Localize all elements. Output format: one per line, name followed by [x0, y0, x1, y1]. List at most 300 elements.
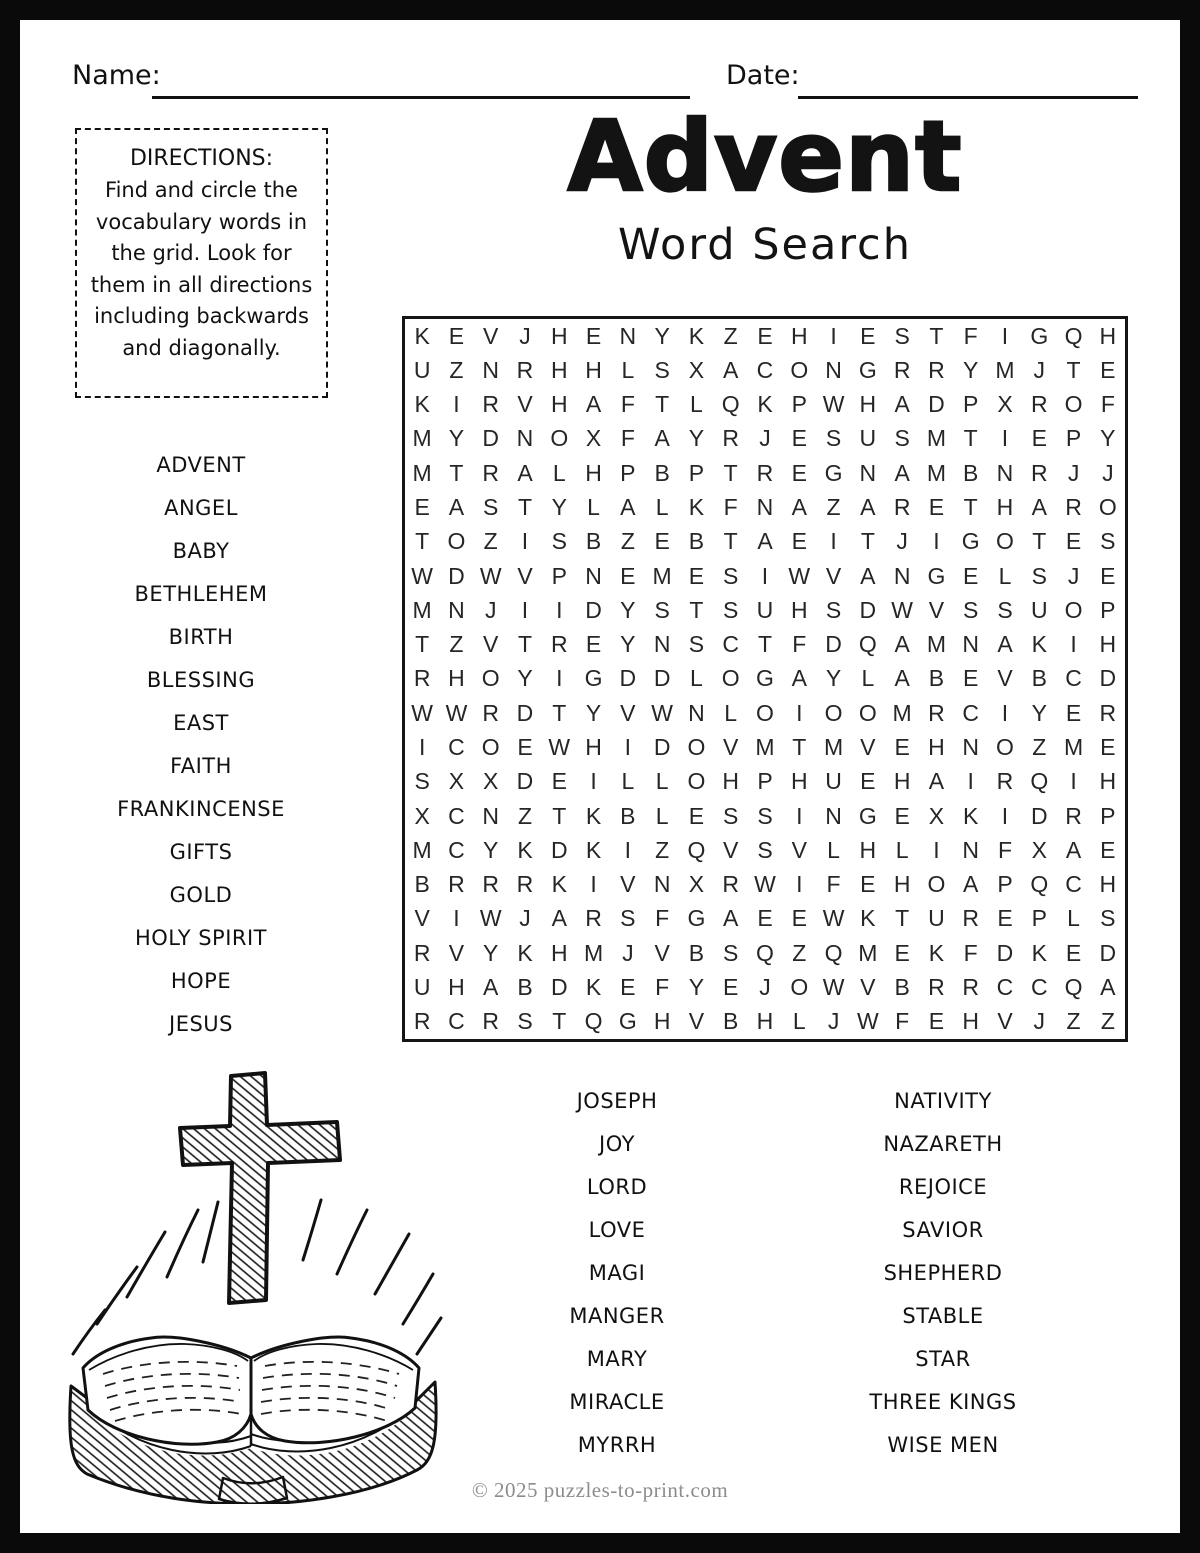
grid-cell[interactable]: S — [551, 528, 567, 555]
grid-cell[interactable]: P — [551, 562, 567, 589]
grid-cell[interactable]: K — [928, 939, 945, 966]
grid-cell[interactable]: Q — [824, 939, 843, 966]
grid-cell[interactable]: S — [757, 836, 773, 863]
grid-cell[interactable]: X — [688, 871, 705, 898]
grid-cell[interactable]: L — [792, 1008, 806, 1035]
grid-cell[interactable]: T — [552, 699, 567, 726]
grid-cell[interactable]: A — [894, 665, 910, 692]
grid-cell[interactable]: O — [1064, 596, 1083, 623]
grid-cell[interactable]: A — [448, 494, 465, 521]
grid-cell[interactable]: I — [418, 734, 426, 761]
grid-cell[interactable]: S — [1100, 905, 1116, 932]
grid-cell[interactable]: E — [517, 734, 533, 761]
grid-cell[interactable]: B — [688, 528, 705, 555]
grid-cell[interactable]: K — [1031, 631, 1047, 658]
grid-cell[interactable]: R — [962, 905, 980, 932]
grid-cell[interactable]: R — [482, 699, 500, 726]
grid-cell[interactable]: H — [722, 768, 740, 795]
grid-cell[interactable]: C — [722, 631, 740, 658]
grid-cell[interactable]: Y — [483, 836, 499, 863]
grid-cell[interactable]: S — [825, 596, 842, 623]
grid-cell[interactable]: A — [585, 391, 602, 418]
grid-cell[interactable]: N — [825, 356, 842, 383]
grid-cell[interactable]: D — [825, 631, 842, 658]
grid-cell[interactable]: T — [963, 425, 978, 452]
grid-cell[interactable]: I — [521, 528, 529, 555]
grid-cell[interactable]: X — [483, 768, 499, 795]
grid-cell[interactable]: Q — [1064, 322, 1083, 349]
grid-cell[interactable]: W — [651, 699, 673, 726]
grid-cell[interactable]: I — [1001, 322, 1009, 349]
grid-cell[interactable]: O — [1098, 494, 1117, 521]
grid-cell[interactable]: E — [1031, 425, 1047, 452]
grid-cell[interactable]: D — [859, 596, 877, 623]
grid-cell[interactable]: I — [624, 734, 632, 761]
grid-cell[interactable]: T — [517, 631, 533, 658]
grid-cell[interactable]: N — [653, 871, 671, 898]
grid-cell[interactable]: P — [757, 768, 773, 795]
grid-cell[interactable]: M — [412, 425, 432, 452]
grid-cell[interactable]: R — [756, 459, 774, 486]
grid-cell[interactable]: M — [652, 562, 672, 589]
grid-cell[interactable]: E — [551, 768, 567, 795]
grid-cell[interactable]: V — [620, 871, 636, 898]
grid-cell[interactable]: K — [757, 391, 773, 418]
grid-cell[interactable]: R — [893, 356, 911, 383]
grid-cell[interactable]: P — [1031, 905, 1047, 932]
grid-cell[interactable]: T — [517, 494, 533, 521]
grid-cell[interactable]: H — [859, 836, 877, 863]
grid-cell[interactable]: E — [688, 802, 705, 829]
grid-cell[interactable]: I — [521, 596, 529, 623]
grid-cell[interactable]: R — [482, 459, 500, 486]
grid-cell[interactable]: U — [413, 974, 431, 1001]
grid-cell[interactable]: E — [1065, 939, 1082, 966]
grid-cell[interactable]: J — [1033, 1008, 1046, 1035]
name-blank-line[interactable] — [152, 68, 690, 99]
grid-cell[interactable]: Y — [1100, 425, 1116, 452]
grid-cell[interactable]: F — [655, 905, 670, 932]
grid-cell[interactable]: E — [654, 528, 670, 555]
grid-cell[interactable]: N — [516, 425, 534, 452]
grid-cell[interactable]: I — [590, 871, 597, 898]
grid-cell[interactable]: E — [791, 905, 807, 932]
grid-cell[interactable]: W — [891, 596, 913, 623]
grid-cell[interactable]: I — [761, 562, 769, 589]
grid-cell[interactable]: G — [1030, 322, 1049, 349]
grid-cell[interactable]: I — [796, 871, 803, 898]
grid-cell[interactable]: R — [1099, 699, 1117, 726]
grid-cell[interactable]: N — [482, 356, 500, 383]
grid-cell[interactable]: O — [481, 665, 500, 692]
grid-cell[interactable]: R — [893, 494, 911, 521]
grid-cell[interactable]: P — [997, 871, 1013, 898]
grid-cell[interactable]: E — [1100, 562, 1116, 589]
grid-cell[interactable]: V — [483, 631, 499, 658]
grid-cell[interactable]: A — [1031, 494, 1047, 521]
grid-cell[interactable]: E — [1100, 836, 1116, 863]
grid-cell[interactable]: H — [1099, 768, 1117, 795]
grid-cell[interactable]: M — [1063, 734, 1084, 761]
grid-cell[interactable]: I — [556, 665, 563, 692]
grid-cell[interactable]: Y — [963, 356, 979, 383]
grid-cell[interactable]: K — [414, 391, 430, 418]
grid-cell[interactable]: X — [928, 802, 945, 829]
grid-cell[interactable]: Y — [483, 939, 499, 966]
grid-cell[interactable]: W — [445, 699, 468, 726]
grid-cell[interactable]: M — [995, 356, 1015, 383]
grid-cell[interactable]: N — [756, 494, 774, 521]
grid-cell[interactable]: Q — [584, 1008, 603, 1035]
grid-cell[interactable]: J — [519, 905, 531, 932]
grid-cell[interactable]: K — [688, 494, 705, 521]
grid-cell[interactable]: D — [448, 562, 465, 589]
grid-cell[interactable]: H — [893, 768, 911, 795]
grid-cell[interactable]: U — [413, 356, 431, 383]
grid-cell[interactable]: U — [825, 768, 842, 795]
grid-cell[interactable]: A — [1065, 836, 1082, 863]
grid-cell[interactable]: E — [928, 1008, 945, 1035]
grid-cell[interactable]: Q — [1030, 871, 1049, 898]
grid-cell[interactable]: Y — [688, 974, 705, 1001]
grid-cell[interactable]: E — [997, 905, 1013, 932]
grid-cell[interactable]: E — [620, 974, 636, 1001]
grid-cell[interactable]: L — [690, 665, 703, 692]
grid-cell[interactable]: O — [996, 528, 1014, 555]
grid-cell[interactable]: H — [1099, 631, 1117, 658]
grid-cell[interactable]: U — [928, 905, 945, 932]
grid-cell[interactable]: V — [825, 562, 842, 589]
grid-cell[interactable]: F — [723, 494, 738, 521]
grid-cell[interactable]: F — [792, 631, 807, 658]
grid-cell[interactable]: L — [1067, 905, 1080, 932]
grid-cell[interactable]: L — [895, 836, 909, 863]
grid-cell[interactable]: R — [482, 871, 500, 898]
grid-cell[interactable]: A — [894, 459, 910, 486]
grid-cell[interactable]: A — [860, 494, 876, 521]
grid-cell[interactable]: G — [858, 356, 877, 383]
grid-cell[interactable]: W — [788, 562, 811, 589]
grid-cell[interactable]: E — [585, 322, 602, 349]
grid-cell[interactable]: E — [963, 665, 979, 692]
grid-cell[interactable]: Q — [687, 836, 706, 863]
grid-cell[interactable]: Y — [551, 494, 567, 521]
grid-cell[interactable]: H — [550, 356, 568, 383]
grid-cell[interactable]: I — [1001, 699, 1009, 726]
grid-cell[interactable]: E — [928, 494, 945, 521]
grid-cell[interactable]: Y — [448, 425, 465, 452]
grid-cell[interactable]: Z — [483, 528, 498, 555]
grid-cell[interactable]: B — [894, 974, 910, 1001]
grid-cell[interactable]: D — [619, 665, 637, 692]
grid-cell[interactable]: E — [1065, 699, 1082, 726]
grid-cell[interactable]: S — [825, 425, 842, 452]
grid-cell[interactable]: R — [482, 1008, 500, 1035]
grid-cell[interactable]: V — [448, 939, 465, 966]
grid-cell[interactable]: P — [791, 391, 807, 418]
grid-cell[interactable]: B — [585, 528, 602, 555]
grid-cell[interactable]: M — [858, 939, 878, 966]
grid-cell[interactable]: F — [620, 425, 635, 452]
grid-cell[interactable]: R — [1065, 802, 1082, 829]
grid-cell[interactable]: Z — [1066, 1008, 1081, 1035]
grid-cell[interactable]: T — [449, 459, 464, 486]
grid-cell[interactable]: W — [411, 699, 433, 726]
grid-cell[interactable]: W — [856, 1008, 879, 1035]
grid-cell[interactable]: F — [655, 974, 670, 1001]
grid-cell[interactable]: T — [929, 322, 944, 349]
grid-cell[interactable]: T — [895, 905, 910, 932]
grid-cell[interactable]: N — [448, 596, 465, 623]
grid-cell[interactable]: L — [655, 494, 669, 521]
grid-cell[interactable]: F — [997, 836, 1013, 863]
grid-cell[interactable]: I — [796, 699, 803, 726]
grid-cell[interactable]: O — [858, 699, 877, 726]
grid-cell[interactable]: K — [414, 322, 430, 349]
grid-cell[interactable]: J — [1067, 459, 1080, 486]
grid-cell[interactable]: C — [1065, 665, 1082, 692]
grid-cell[interactable]: I — [556, 596, 563, 623]
grid-cell[interactable]: D — [1099, 665, 1117, 692]
grid-cell[interactable]: C — [448, 802, 465, 829]
grid-cell[interactable]: Z — [449, 356, 464, 383]
grid-cell[interactable]: N — [688, 699, 705, 726]
grid-cell[interactable]: R — [996, 768, 1014, 795]
grid-cell[interactable]: B — [517, 974, 533, 1001]
grid-cell[interactable]: I — [1070, 631, 1077, 658]
grid-cell[interactable]: D — [928, 391, 945, 418]
grid-cell[interactable]: M — [926, 631, 946, 658]
grid-cell[interactable]: V — [860, 734, 876, 761]
grid-cell[interactable]: Z — [792, 939, 807, 966]
grid-cell[interactable]: E — [791, 528, 807, 555]
grid-cell[interactable]: E — [860, 322, 876, 349]
grid-cell[interactable]: V — [860, 974, 876, 1001]
grid-cell[interactable]: W — [548, 734, 571, 761]
grid-cell[interactable]: J — [622, 939, 634, 966]
grid-cell[interactable]: I — [590, 768, 597, 795]
grid-cell[interactable]: Q — [1064, 974, 1083, 1001]
grid-cell[interactable]: Z — [1100, 1008, 1115, 1035]
grid-cell[interactable]: R — [413, 665, 431, 692]
grid-cell[interactable]: C — [1030, 974, 1048, 1001]
grid-cell[interactable]: V — [791, 836, 807, 863]
grid-cell[interactable]: V — [414, 905, 430, 932]
grid-cell[interactable]: G — [756, 665, 774, 692]
grid-cell[interactable]: L — [690, 391, 703, 418]
grid-cell[interactable]: Q — [1030, 768, 1049, 795]
grid-cell[interactable]: R — [1065, 494, 1082, 521]
grid-cell[interactable]: C — [962, 699, 980, 726]
grid-cell[interactable]: S — [1100, 528, 1116, 555]
grid-cell[interactable]: P — [1100, 596, 1116, 623]
grid-cell[interactable]: K — [551, 871, 567, 898]
grid-cell[interactable]: I — [453, 391, 460, 418]
grid-cell[interactable]: A — [723, 356, 739, 383]
grid-cell[interactable]: M — [823, 734, 844, 761]
grid-cell[interactable]: G — [927, 562, 946, 589]
grid-cell[interactable]: W — [411, 562, 433, 589]
word-search-grid[interactable] — [402, 316, 1128, 1042]
grid-cell[interactable]: V — [654, 939, 670, 966]
grid-cell[interactable]: V — [688, 1008, 705, 1035]
grid-cell[interactable]: R — [1030, 459, 1048, 486]
grid-cell[interactable]: E — [1100, 356, 1116, 383]
grid-cell[interactable]: D — [550, 836, 568, 863]
grid-cell[interactable]: S — [723, 562, 739, 589]
grid-cell[interactable]: N — [653, 631, 671, 658]
grid-cell[interactable]: E — [1065, 528, 1082, 555]
grid-cell[interactable]: L — [724, 699, 738, 726]
grid-cell[interactable]: E — [757, 905, 773, 932]
grid-cell[interactable]: X — [448, 768, 465, 795]
date-blank-line[interactable] — [798, 68, 1138, 99]
grid-cell[interactable]: J — [1033, 356, 1046, 383]
grid-cell[interactable]: E — [860, 768, 876, 795]
grid-cell[interactable]: C — [996, 974, 1014, 1001]
grid-cell[interactable]: O — [790, 356, 809, 383]
grid-cell[interactable]: F — [963, 939, 978, 966]
grid-cell[interactable]: S — [517, 1008, 533, 1035]
grid-cell[interactable]: R — [928, 356, 945, 383]
grid-cell[interactable]: K — [517, 939, 533, 966]
grid-cell[interactable]: S — [688, 631, 705, 658]
grid-cell[interactable]: W — [822, 905, 845, 932]
grid-cell[interactable]: O — [824, 699, 843, 726]
grid-cell[interactable]: B — [1031, 665, 1047, 692]
grid-cell[interactable]: B — [414, 871, 430, 898]
grid-cell[interactable]: K — [585, 836, 602, 863]
grid-cell[interactable]: A — [791, 494, 807, 521]
grid-cell[interactable]: H — [550, 391, 568, 418]
grid-cell[interactable]: G — [687, 905, 706, 932]
grid-cell[interactable]: Z — [655, 836, 670, 863]
grid-cell[interactable]: K — [517, 836, 533, 863]
grid-cell[interactable]: R — [722, 871, 740, 898]
grid-cell[interactable]: T — [723, 459, 738, 486]
grid-cell[interactable]: H — [1099, 871, 1117, 898]
grid-cell[interactable]: T — [1032, 528, 1047, 555]
grid-cell[interactable]: L — [827, 836, 840, 863]
grid-cell[interactable]: D — [585, 596, 602, 623]
grid-cell[interactable]: E — [894, 802, 910, 829]
grid-cell[interactable]: U — [859, 425, 877, 452]
grid-cell[interactable]: S — [723, 596, 739, 623]
grid-cell[interactable]: M — [412, 596, 432, 623]
grid-cell[interactable]: M — [755, 734, 775, 761]
grid-cell[interactable]: N — [962, 631, 980, 658]
grid-cell[interactable]: T — [1066, 356, 1081, 383]
grid-cell[interactable]: A — [723, 905, 739, 932]
grid-cell[interactable]: B — [688, 939, 705, 966]
grid-cell[interactable]: L — [552, 459, 566, 486]
grid-cell[interactable]: Q — [858, 631, 877, 658]
grid-cell[interactable]: N — [825, 802, 842, 829]
grid-cell[interactable]: H — [790, 768, 808, 795]
grid-cell[interactable]: A — [483, 974, 499, 1001]
grid-cell[interactable]: O — [996, 734, 1014, 761]
grid-cell[interactable]: H — [550, 322, 568, 349]
grid-cell[interactable]: G — [858, 802, 877, 829]
grid-cell[interactable]: S — [654, 356, 670, 383]
grid-cell[interactable]: C — [1065, 871, 1082, 898]
grid-cell[interactable]: C — [448, 836, 465, 863]
grid-cell[interactable]: M — [412, 459, 432, 486]
grid-cell[interactable]: Z — [517, 802, 533, 829]
grid-cell[interactable]: K — [963, 802, 979, 829]
grid-cell[interactable]: H — [790, 322, 808, 349]
grid-cell[interactable]: W — [479, 562, 502, 589]
grid-cell[interactable]: G — [824, 459, 843, 486]
grid-cell[interactable]: V — [928, 596, 945, 623]
grid-cell[interactable]: A — [860, 562, 876, 589]
grid-cell[interactable]: D — [653, 665, 671, 692]
grid-cell[interactable]: S — [894, 425, 910, 452]
grid-cell[interactable]: R — [413, 939, 431, 966]
grid-cell[interactable]: G — [584, 665, 603, 692]
grid-cell[interactable]: D — [516, 768, 534, 795]
grid-cell[interactable]: D — [1099, 939, 1117, 966]
grid-cell[interactable]: B — [654, 459, 670, 486]
grid-cell[interactable]: L — [621, 356, 635, 383]
grid-cell[interactable]: W — [822, 974, 845, 1001]
grid-cell[interactable]: L — [655, 802, 669, 829]
grid-cell[interactable]: D — [516, 699, 534, 726]
grid-cell[interactable]: A — [551, 905, 567, 932]
grid-cell[interactable]: L — [998, 562, 1012, 589]
grid-cell[interactable]: I — [796, 802, 803, 829]
grid-cell[interactable]: Z — [449, 631, 464, 658]
grid-cell[interactable]: F — [963, 322, 978, 349]
grid-cell[interactable]: E — [894, 939, 910, 966]
grid-cell[interactable]: H — [585, 459, 602, 486]
grid-cell[interactable]: F — [620, 391, 635, 418]
grid-cell[interactable]: A — [620, 494, 636, 521]
grid-cell[interactable]: J — [1102, 459, 1114, 486]
grid-cell[interactable]: A — [757, 528, 773, 555]
grid-cell[interactable]: I — [830, 322, 837, 349]
grid-cell[interactable]: T — [792, 734, 807, 761]
grid-cell[interactable]: F — [895, 1008, 910, 1035]
grid-cell[interactable]: D — [996, 939, 1014, 966]
grid-cell[interactable]: K — [688, 322, 705, 349]
grid-cell[interactable]: D — [550, 974, 568, 1001]
grid-cell[interactable]: P — [1065, 425, 1082, 452]
grid-cell[interactable]: I — [453, 905, 460, 932]
grid-cell[interactable]: T — [723, 528, 738, 555]
grid-cell[interactable]: R — [962, 974, 980, 1001]
grid-cell[interactable]: W — [754, 871, 776, 898]
grid-cell[interactable]: C — [756, 356, 774, 383]
grid-cell[interactable]: H — [653, 1008, 671, 1035]
grid-cell[interactable]: Y — [585, 699, 602, 726]
grid-cell[interactable]: N — [585, 562, 602, 589]
grid-cell[interactable]: K — [860, 905, 876, 932]
grid-cell[interactable]: T — [860, 528, 875, 555]
grid-cell[interactable]: X — [688, 356, 705, 383]
grid-cell[interactable]: S — [723, 939, 739, 966]
grid-cell[interactable]: P — [1100, 802, 1116, 829]
grid-cell[interactable]: E — [860, 871, 876, 898]
grid-cell[interactable]: R — [1030, 391, 1048, 418]
grid-cell[interactable]: M — [926, 425, 946, 452]
grid-cell[interactable]: R — [550, 631, 568, 658]
grid-cell[interactable]: Y — [654, 322, 670, 349]
grid-cell[interactable]: J — [827, 1008, 840, 1035]
grid-cell[interactable]: Y — [1031, 699, 1047, 726]
grid-cell[interactable]: C — [448, 1008, 465, 1035]
grid-cell[interactable]: I — [967, 768, 974, 795]
